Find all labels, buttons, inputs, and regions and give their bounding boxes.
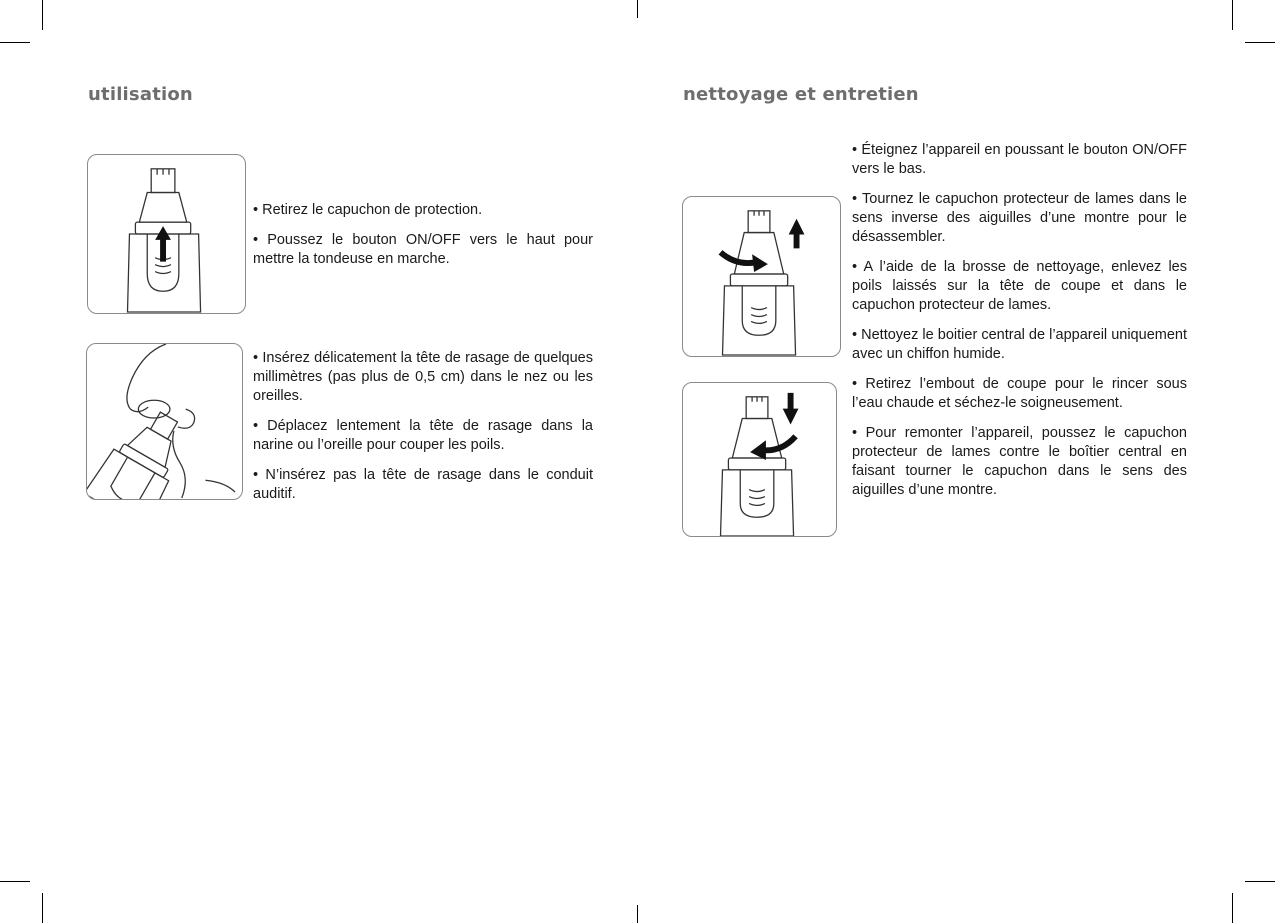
section-title-utilisation: utilisation [88, 84, 193, 105]
trimmer-illustration [88, 155, 245, 313]
crop-mark [1232, 893, 1233, 923]
trimmer-attach-cap-illustration [683, 383, 836, 536]
instruction-item: • Retirez le capuchon de protection. [253, 202, 483, 218]
trimmer-remove-cap-illustration [683, 197, 840, 356]
usage-instructions-2 [253, 349, 593, 504]
nose-trimmer-illustration [87, 344, 242, 499]
instruction-item: • Éteignez l’appareil en poussant le bouton ON/OFF vers le bas. [852, 142, 1187, 177]
crop-mark [637, 905, 638, 923]
figure-trimmer-in-nose [86, 343, 243, 500]
figure-attach-cap [682, 382, 837, 537]
figure-remove-cap [682, 196, 841, 357]
instruction-item: • Tournez le capuchon protecteur de lames dans le sens inverse des aiguilles d’une montre pour le désassembler. [852, 191, 1187, 245]
instruction-item: • Poussez le bouton ON/OFF vers le haut pour mettre la tondeuse en marche. [253, 232, 593, 267]
crop-mark [637, 0, 638, 18]
instruction-item: • Pour remonter l’appareil, poussez le capuchon protecteur de lames contre le boîtier central en faisant tourner le capuchon dans le sens des aiguilles d’une montre. [852, 425, 1187, 498]
instruction-item: • Retirez l’embout de coupe pour le rincer sous l’eau chaude et séchez-le soigneusement. [852, 376, 1187, 411]
instruction-item: • A l’aide de la brosse de nettoyage, enlevez les poils laissés sur la tête de coupe et dans le capuchon protecteur de lames. [852, 259, 1187, 313]
instruction-item: • Nettoyez le boitier central de l’appareil uniquement avec un chiffon humide. [852, 327, 1187, 362]
crop-mark [1232, 0, 1233, 30]
crop-mark [1245, 42, 1275, 43]
figure-push-button-up [87, 154, 246, 314]
crop-mark [42, 0, 43, 30]
section-title-nettoyage: nettoyage et entretien [683, 84, 919, 105]
crop-mark [42, 893, 43, 923]
usage-instructions-1 [253, 201, 593, 269]
crop-mark [0, 42, 30, 43]
crop-mark [1245, 881, 1275, 882]
instruction-item: • N’insérez pas la tête de rasage dans le conduit auditif. [253, 467, 593, 502]
crop-mark [0, 881, 30, 882]
cleaning-instructions [852, 141, 1187, 500]
instruction-item: • Insérez délicatement la tête de rasage de quelques millimètres (pas plus de 0,5 cm) dans le nez ou les oreilles. [253, 350, 593, 404]
instruction-item: • Déplacez lentement la tête de rasage dans la narine ou l’oreille pour couper les poils. [253, 418, 593, 453]
